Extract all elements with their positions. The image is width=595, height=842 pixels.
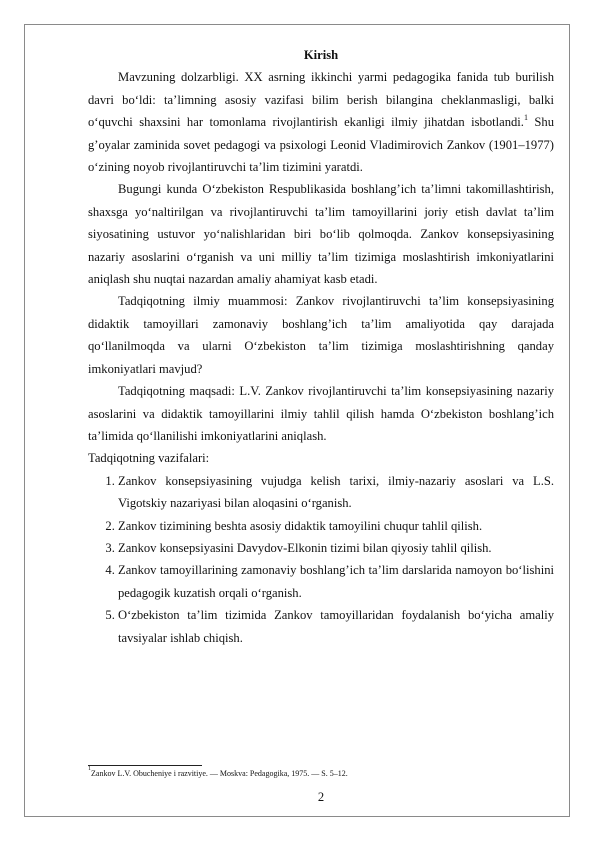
paragraph-problem: Tadqiqotning ilmiy muammosi: Zankov rivojlantiruvchi ta’lim konsepsiyasining didaktik tamoyillari zamonaviy boshlang’ich ta’lim amaliyotida qay darajada qo‘llanilmoqda va ularni O‘zbekiston ta’lim tizimiga moslashtirishning qanday imkoniyatlari mavjud? bbox=[88, 294, 554, 376]
intro-paragraph bbox=[88, 66, 554, 178]
paragraph-relevance: Bugungi kunda O‘zbekiston Respublikasida boshlang’ich ta’limni takomillashtirish, shaxsga yo‘naltirilgan va rivojlantiruvchi ta’lim tamoyillarini joriy etish davlat ta’lim siyosatining ustuvor yo‘nalishlaridan biri bo‘lib qolmoqda. Zankov konsepsiyasining nazariy asoslarini o‘rganish va uni milliy ta’lim tizimiga moslashtirish imkoniyatlarini aniqlash shu nuqtai nazardan amaliy ahamiyat kasb etadi. bbox=[88, 182, 554, 287]
page-title: Kirish bbox=[303, 48, 339, 62]
intro-text: Mavzuning dolzarbligi. XX asrning ikkinchi yarmi pedagogika fanida tub burilish davri bo‘ldi: ta’limning asosiy vazifasi bilim berish bilangina cheklanmasligi, balki o‘quvchi shaxsini har tomonlama rivojlantirish ekanligi ilmiy jihatdan isbotlandi. bbox=[88, 70, 554, 130]
intro-text-continued: Shu g’oyalar zaminida sovet pedagogi va psixologi Leonid Vladimirovich Zankov (1901–1977) o‘zining noyob rivojlantiruvchi ta’lim tizimini yaratdi. bbox=[88, 115, 554, 175]
page-number: 2 bbox=[317, 790, 325, 804]
tasks-heading: Tadqiqotning vazifalari: bbox=[88, 451, 210, 466]
list-item: 4. Zankov tamoyillarining zamonaviy boshlang’ich ta’lim darslarida namoyon bo‘lishini pedagogik kuzatish orqali o‘rganish. bbox=[118, 559, 554, 604]
list-item: 5. O‘zbekiston ta’lim tizimida Zankov tamoyillaridan foydalanish bo‘yicha amaliy tavsiyalar ishlab chiqish. bbox=[118, 604, 554, 649]
list-item: 3. Zankov konsepsiyasini Davydov-Elkonin tizimi bilan qiyosiy tahlil qilish. bbox=[118, 537, 554, 559]
document-body bbox=[88, 44, 554, 649]
tasks-list bbox=[88, 470, 554, 649]
paragraph-goal: Tadqiqotning maqsadi: L.V. Zankov rivojlantiruvchi ta’lim konsepsiyasining nazariy asoslarini va didaktik tamoyillarini ilmiy tahlil qilish hamda O‘zbekiston boshlang’ich ta’limida qo‘llanilishi imkoniyatlarini aniqlash. bbox=[88, 384, 554, 443]
footnote-divider bbox=[88, 765, 202, 766]
list-item: 1. Zankov konsepsiyasining vujudga kelish tarixi, ilmiy-nazariy asoslari va L.S. Vigotskiy nazariyasi bilan aloqasini o‘rganish. bbox=[118, 470, 554, 515]
footnote-reference[interactable]: 1 bbox=[523, 113, 528, 123]
footnote-mark: 1 bbox=[88, 766, 91, 773]
list-item: 2. Zankov tizimining beshta asosiy didaktik tamoyilini chuqur tahlil qilish. bbox=[118, 515, 554, 537]
footnote bbox=[88, 766, 554, 779]
footnote-text: Zankov L.V. Obucheniye i razvitiye. — Moskva: Pedagogika, 1975. — S. 5–12. bbox=[91, 769, 348, 778]
